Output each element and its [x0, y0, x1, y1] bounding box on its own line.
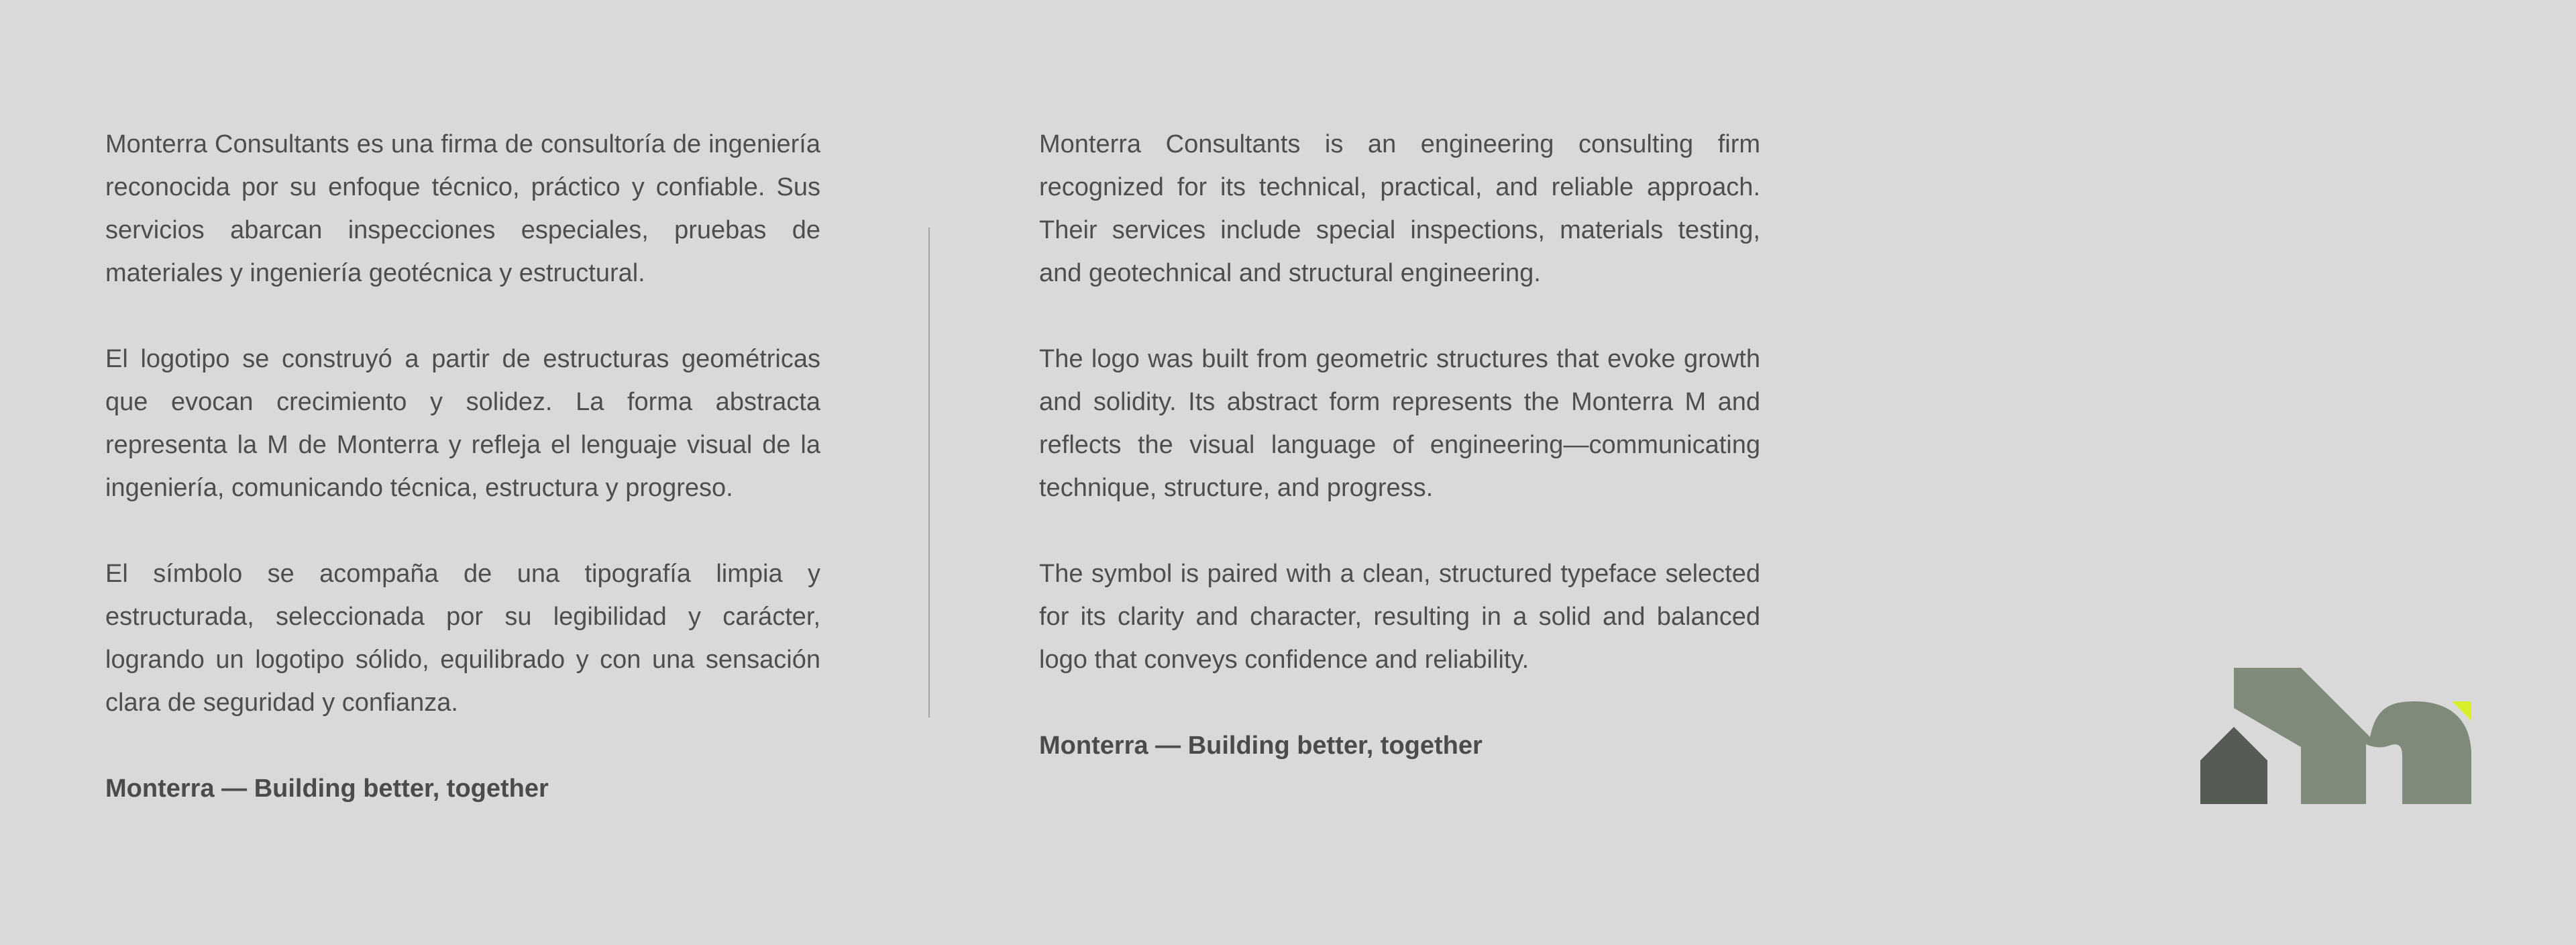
english-paragraph-1: Monterra Consultants is an engineering consulting firm recognized for its technical, practical, and reliable approach. Their services include special inspections, materials testing, and geotechnical and structural engineering. — [1039, 130, 1760, 287]
logo-m-body-shape — [2234, 668, 2471, 804]
english-paragraph-3: The symbol is paired with a clean, structured typeface selected for its clarity and character, resulting in a solid and balanced logo that conveys confidence and reliability. — [1039, 560, 1760, 674]
column-divider — [928, 228, 930, 717]
spanish-paragraph-2: El logotipo se construyó a partir de estructuras geométricas que evocan crecimiento y solidez. La forma abstracta representa la M de Monterra y refleja el lenguaje visual de la ingeniería, comunicando técnica, estructura y progreso. — [105, 345, 820, 502]
spanish-paragraph-3: El símbolo se acompaña de una tipografía limpia y estructurada, seleccionada por su legibilidad y carácter, logrando un logotipo sólido, equilibrado y con una sensación clara de seguridad y confianza. — [105, 560, 820, 717]
monterra-logo-icon — [2200, 668, 2472, 804]
english-column — [1039, 123, 1760, 767]
spanish-tagline: Monterra — Building better, together — [105, 775, 549, 803]
spanish-paragraph-1: Monterra Consultants es una firma de consultoría de ingeniería reconocida por su enfoque técnico, práctico y confiable. Sus servicios abarcan inspecciones especiales, pruebas de materiales y ingeniería geotécnica y estructural. — [105, 130, 820, 287]
logo-house-shape — [2200, 727, 2267, 804]
spanish-column — [105, 123, 820, 810]
english-tagline: Monterra — Building better, together — [1039, 732, 1483, 760]
english-paragraph-2: The logo was built from geometric structures that evoke growth and solidity. Its abstract form represents the Monterra M and reflects the visual language of engineering—communicating technique, structure, and progress. — [1039, 345, 1760, 502]
